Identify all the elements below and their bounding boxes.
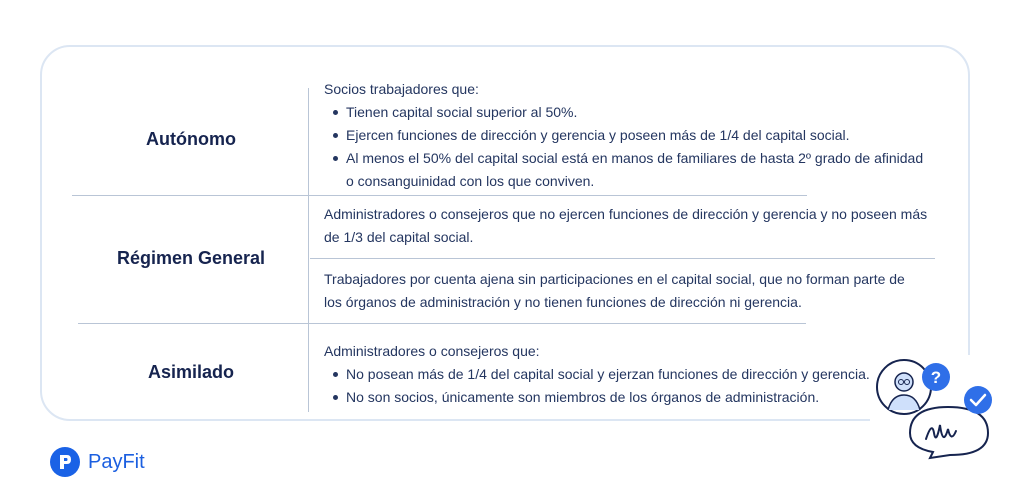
list-item: No posean más de 1/4 del capital social y ejerzan funciones de dirección y gerencia. <box>324 363 884 386</box>
brand-name: PayFit <box>88 450 145 473</box>
person-question-chat-illustration <box>870 355 1000 465</box>
asimilado-description <box>324 340 884 409</box>
list-item: Ejercen funciones de dirección y gerencia y poseen más de 1/4 del capital social. <box>324 124 934 147</box>
autonomo-description <box>324 78 934 193</box>
payfit-logo <box>50 447 145 477</box>
regimen-general-text-2: Trabajadores por cuenta ajena sin participaciones en el capital social, que no forman parte de los órganos de administración y no tienen funciones de dirección ni gerencia. <box>324 271 905 310</box>
regimen-general-text-1: Administradores o consejeros que no ejercen funciones de dirección y gerencia y no poseen más de 1/3 del capital social. <box>324 206 928 245</box>
autonomo-intro: Socios trabajadores que: <box>324 81 479 97</box>
row-divider-2 <box>78 323 806 324</box>
column-divider <box>308 88 309 412</box>
row-divider-1 <box>72 195 807 196</box>
asimilado-intro: Administradores o consejeros que: <box>324 343 540 359</box>
category-asimilado: Asimilado <box>147 362 235 382</box>
list-item: Al menos el 50% del capital social está en manos de familiares de hasta 2º grado de afinidad o consanguinidad con los que conviven. <box>324 147 934 193</box>
category-autonomo: Autónomo <box>146 129 236 149</box>
payfit-logo-icon <box>50 447 80 477</box>
svg-text:?: ? <box>930 368 942 387</box>
list-item: Tienen capital social superior al 50%. <box>324 101 934 124</box>
row-divider-sub <box>310 258 935 259</box>
list-item: No son socios, únicamente son miembros de los órganos de administración. <box>324 386 884 409</box>
category-regimen-general: Régimen General <box>116 248 266 268</box>
